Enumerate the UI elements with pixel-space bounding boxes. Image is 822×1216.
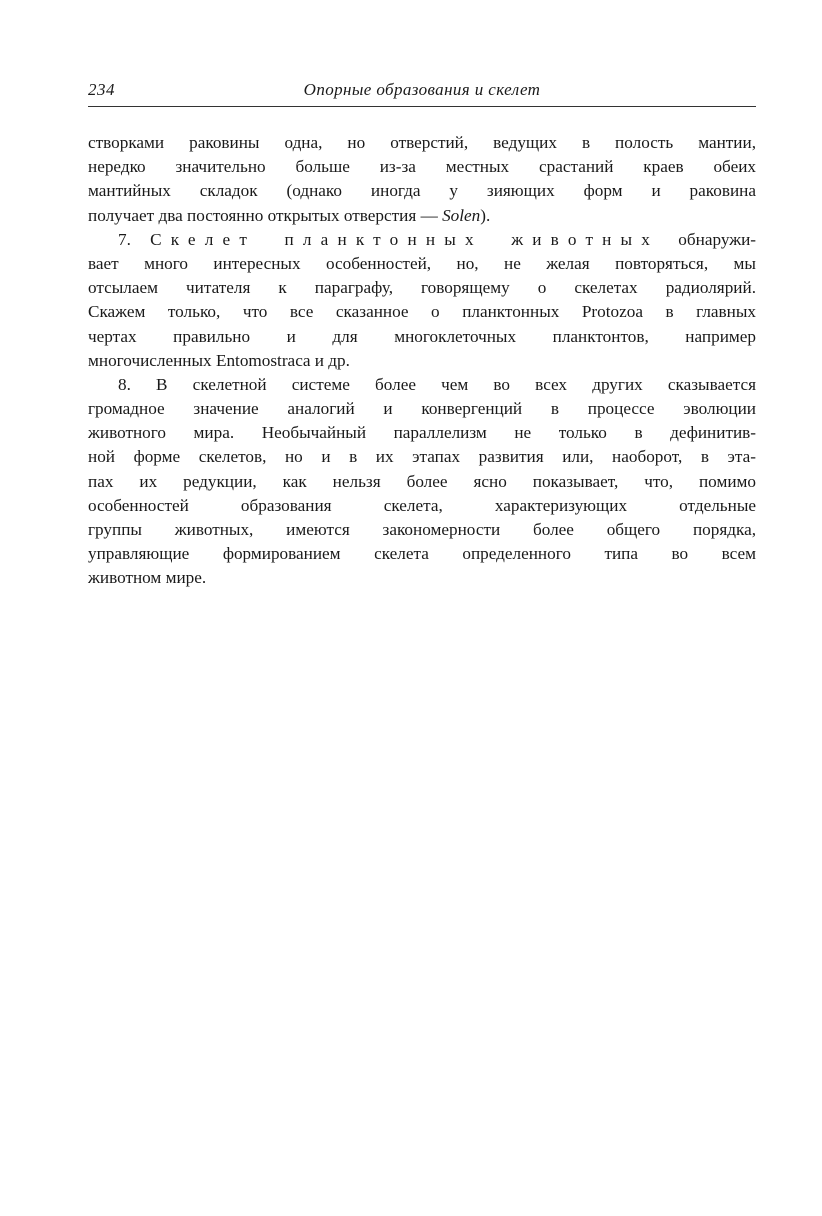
paragraph-3-line-3: животного мира. Необычайный параллелизм не только в дефинитив- (88, 423, 756, 443)
paragraph-2-line-2: вает много интересных особенностей, но, не желая повторяться, мы (88, 253, 756, 273)
running-head (88, 80, 756, 106)
paragraph-2-line-3: отсылаем читателя к параграфу, говорящему о скелетах радиолярий. (88, 278, 756, 298)
paragraph-3-line-7: группы животных, имеются закономерности более общего порядка, (88, 520, 756, 539)
paragraph-2-line-1 (88, 228, 756, 252)
paragraph-2-line-5: чертах правильно и для многоклеточных планктонтов, например (88, 326, 756, 346)
paragraph-3-line-5: пах их редукции, как нельзя более ясно показывает, что, помимо (88, 471, 756, 491)
paragraph-1-line-4-text: получает два постоянно открытых отверстия — (88, 205, 443, 225)
paragraph-1-line-4 (88, 204, 756, 228)
paragraph-2-line-4: Скажем только, что все сказанное о планктонных Protozoa в главных (88, 302, 756, 322)
paragraph-3-line-6: особенностей образования скелета, характеризующих отдельные (88, 495, 756, 515)
paragraph-2-spaced-heading: Скелет планктонных животных (150, 229, 660, 249)
paragraph-3-line-8: управляющие формированием скелета определенного типа во всем (88, 544, 756, 564)
paragraph-1-line-4-end: ). (480, 205, 491, 225)
paragraph-1-line-1: створками раковины одна, но отверстий, ведущих в полость мантии, (88, 133, 756, 152)
paragraph-2-line-1-end: обнаружи- (659, 229, 757, 249)
paragraph-2-number: 7. (118, 229, 151, 249)
paragraph-3-line-1: 8. В скелетной системе более чем во всех других сказывается (118, 374, 756, 394)
paragraph-3-line-4: ной форме скелетов, но и в их этапах развития или, наоборот, в эта- (88, 447, 756, 467)
paragraph-3-line-9: животном мире. (88, 568, 207, 588)
paragraph-1-line-4-italic: Solen (442, 205, 481, 225)
paragraph-2-line-6: многочисленных Entomostraca и др. (88, 350, 350, 370)
section-title: Опорные образования и скелет (303, 80, 541, 99)
header-rule (88, 106, 756, 107)
page-number: 234 (88, 80, 115, 99)
paragraph-3-line-2: громадное значение аналогий и конвергенций в процессе эволюции (88, 399, 756, 419)
paragraph-1-line-2: нередко значительно больше из-за местных срастаний краев обеих (88, 157, 756, 177)
paragraph-1-line-3: мантийных складок (однако иногда у зияющих форм и раковина (88, 181, 756, 201)
body-text (88, 131, 756, 591)
